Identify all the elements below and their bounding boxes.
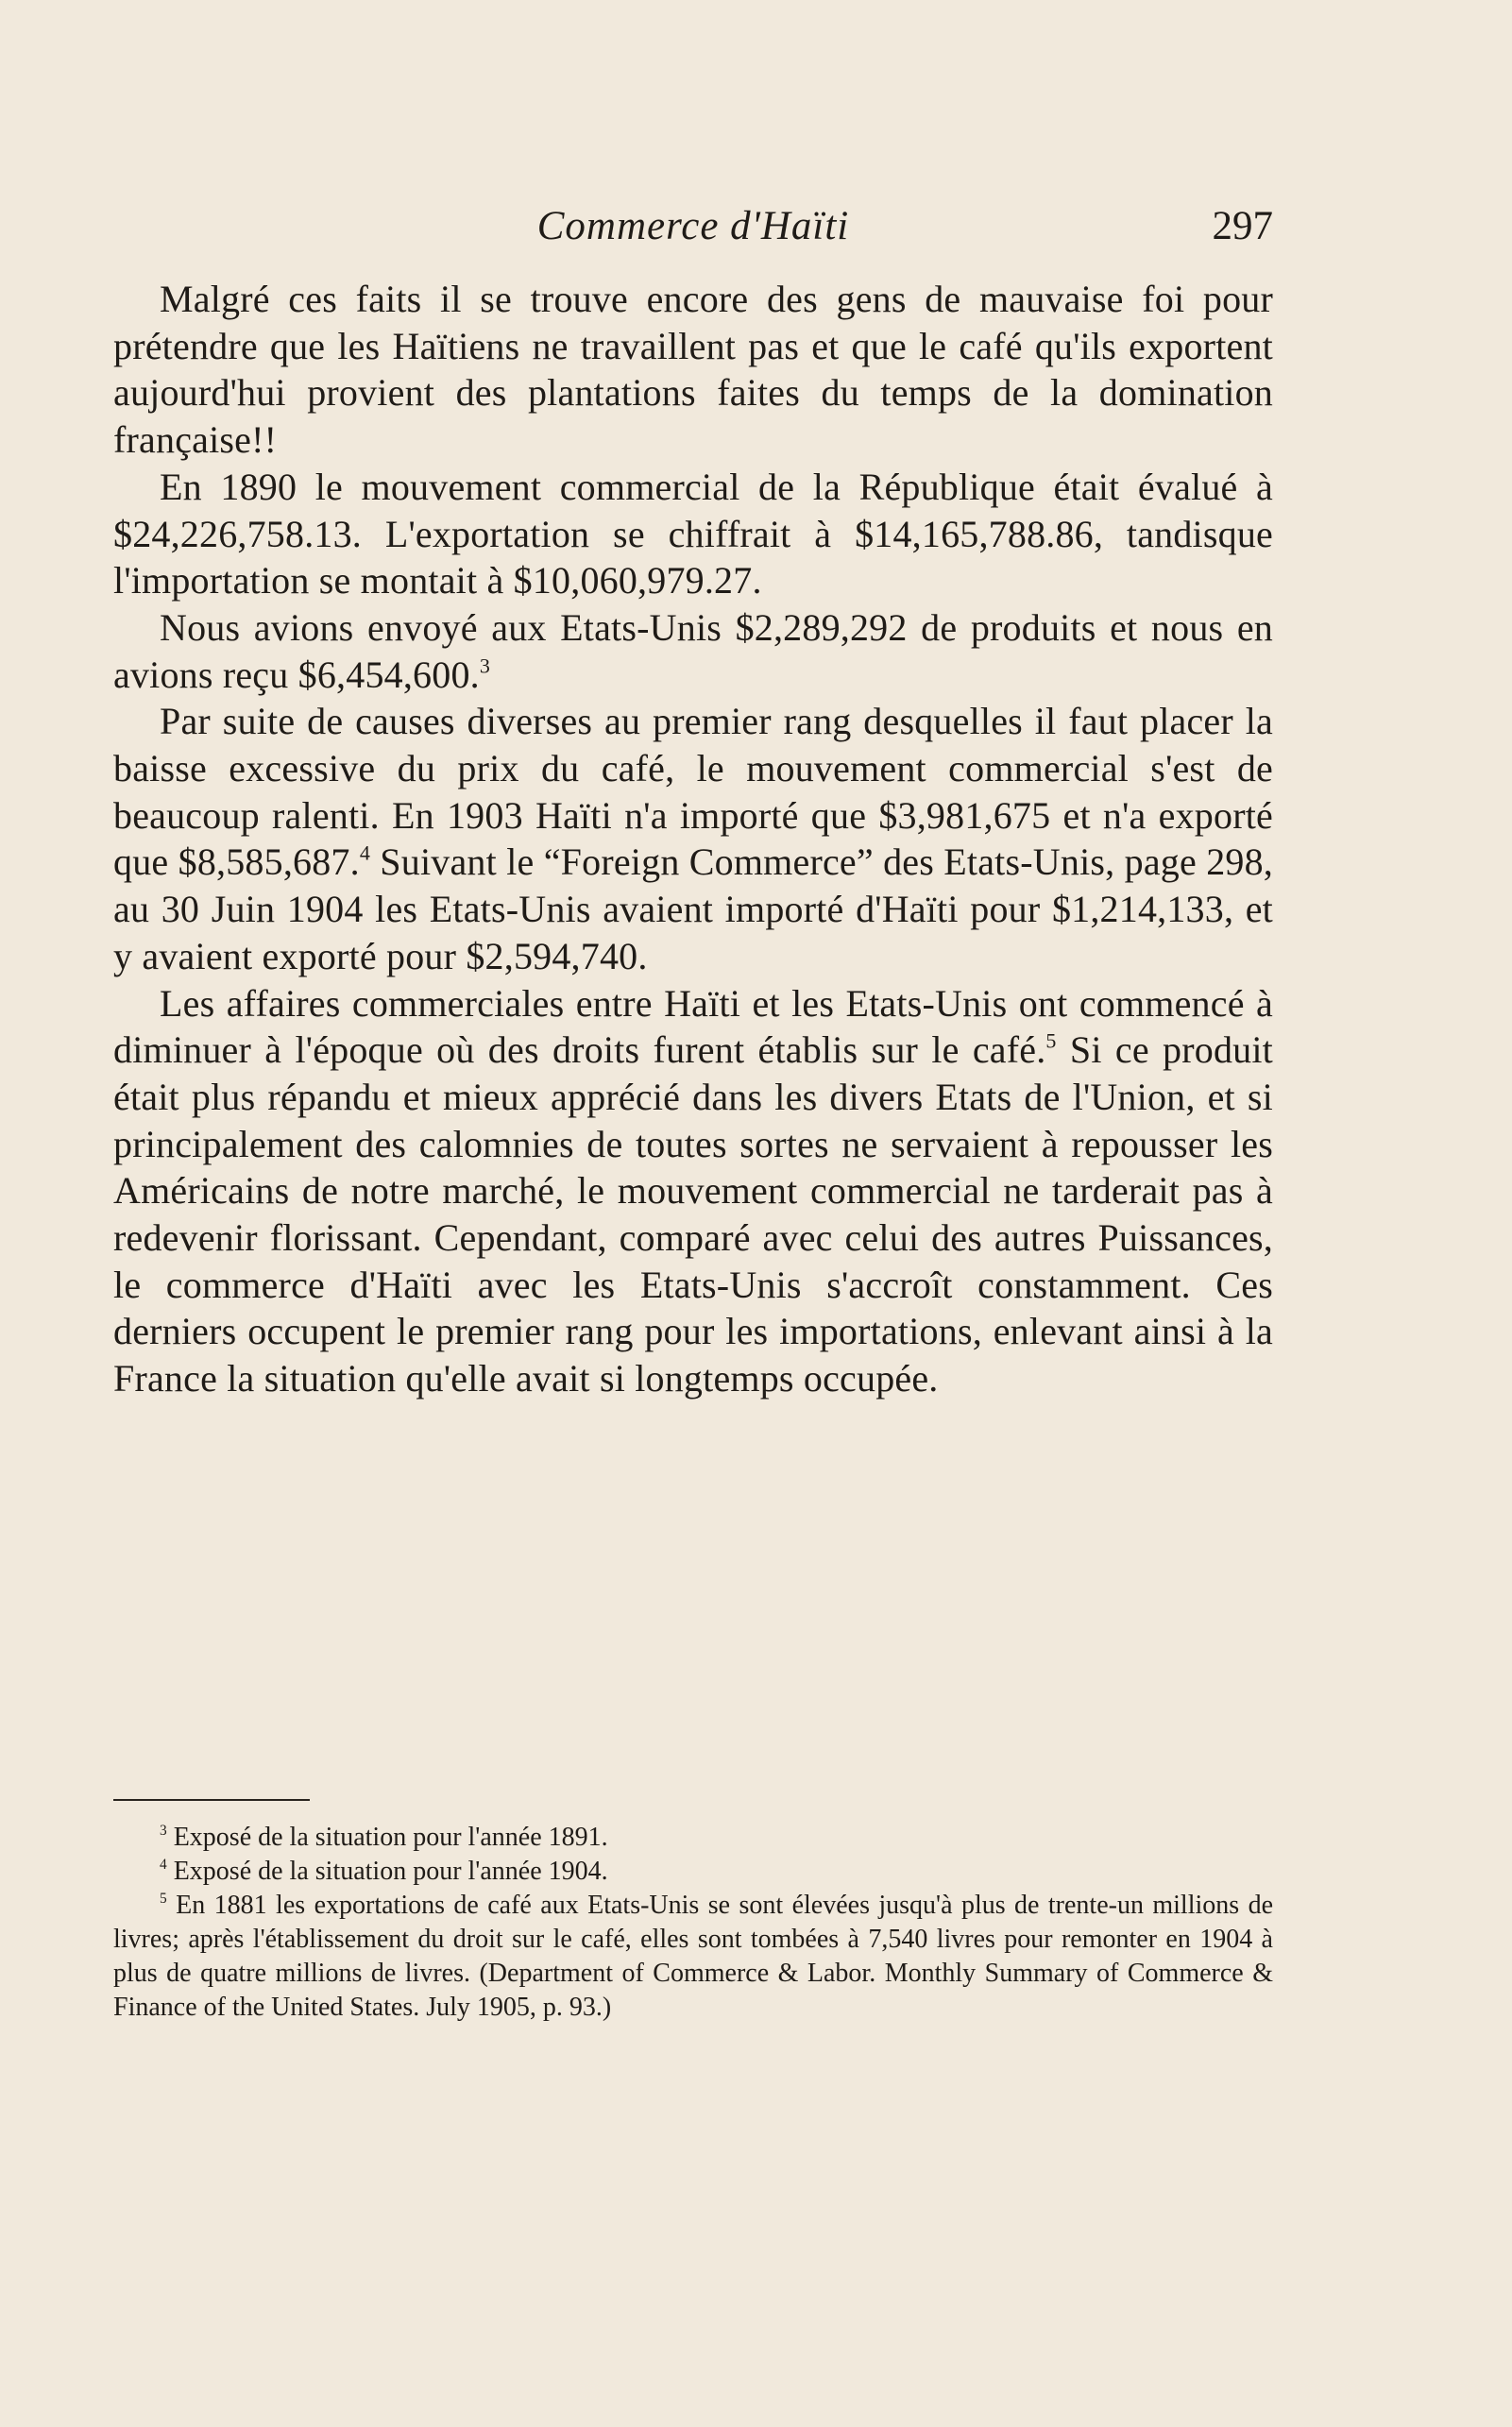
paragraph-text: Nous avions envoyé aux Etats-Unis $2,289,292 de produits et nous en avions reçu $6,454,600. <box>113 605 1273 696</box>
paragraph <box>113 980 1273 1402</box>
footnote-marker: 5 <box>160 1891 167 1908</box>
footnote <box>113 1821 1273 1855</box>
footnote <box>113 1889 1273 2025</box>
page-number: 297 <box>1212 204 1273 248</box>
paragraph <box>113 698 1273 979</box>
footnote-divider <box>113 1799 310 1801</box>
main-text <box>113 276 1273 1402</box>
paragraph-text: Si ce produit était plus répandu et mieux apprécié dans les divers Etats de l'Union, et si principalement des calomnies de toutes sortes ne servaient à repousser les Américains de notre marché, le mouvement commercial ne tarderait pas à redevenir florissant. Cependant, comparé avec celui des autres Puissances, le commerce d'Haïti avec les Etats-Unis s'accroît constamment. Ces derniers occupent le premier rang pour les importations, enlevant ainsi à la France la situation qu'elle avait si longtemps occupée. <box>113 1028 1273 1400</box>
footnote-reference: 3 <box>479 653 491 678</box>
running-title: Commerce d'Haïti <box>536 204 850 248</box>
paragraph <box>113 276 1273 464</box>
footnote-marker: 4 <box>160 1857 167 1874</box>
paragraph-text: En 1890 le mouvement commercial de la République était évalué à $24,226,758.13. L'exportation se chiffrait à $14,165,788.86, tandisque l'importation se montait à $10,060,979.27. <box>113 465 1273 603</box>
footnote-text: Exposé de la situation pour l'année 1891. <box>166 1823 608 1852</box>
footnotes <box>113 1821 1273 2025</box>
paragraph-text: Malgré ces faits il se trouve encore des gens de mauvaise foi pour prétendre que les Haïtiens ne travaillent pas et que le café qu'ils exportent aujourd'hui provient des plantations faites du temps de la domination française!! <box>113 278 1273 462</box>
footnote-text: Exposé de la situation pour l'année 1904. <box>166 1857 608 1886</box>
paragraph-text: Suivant le “Foreign Commerce” des Etats-Unis, page 298, au 30 Juin 1904 les Etats-Unis avaient importé d'Haïti pour $1,214,133, et y avaient exporté pour $2,594,740. <box>113 840 1273 977</box>
paragraph <box>113 604 1273 698</box>
running-head <box>113 198 1273 255</box>
paragraph-text: Les affaires commerciales entre Haïti et les Etats-Unis ont commencé à diminuer à l'époque où des droits furent établis sur le café. <box>113 981 1273 1072</box>
footnote-reference: 4 <box>359 841 371 866</box>
footnote-marker: 3 <box>160 1823 167 1840</box>
footnote-text: En 1881 les exportations de café aux Etats-Unis se sont élevées jusqu'à plus de trente-un millions de livres; après l'établissement du droit sur le café, elles sont tombées à 7,540 livres pour remonter en 1904 à plus de quatre millions de livres. (Department of Commerce & Labor. Monthly Summary of Commerce & Finance of the United States. July 1905, p. 93.) <box>113 1891 1273 2022</box>
footnote <box>113 1855 1273 1889</box>
footnote-reference: 5 <box>1045 1028 1057 1053</box>
paragraph-text: Par suite de causes diverses au premier rang desquelles il faut placer la baisse excessive du prix du café, le mouvement commercial s'est de beaucoup ralenti. En 1903 Haïti n'a importé que $3,981,675 et n'a exporté que $8,585,687. <box>113 700 1273 884</box>
paragraph <box>113 464 1273 604</box>
